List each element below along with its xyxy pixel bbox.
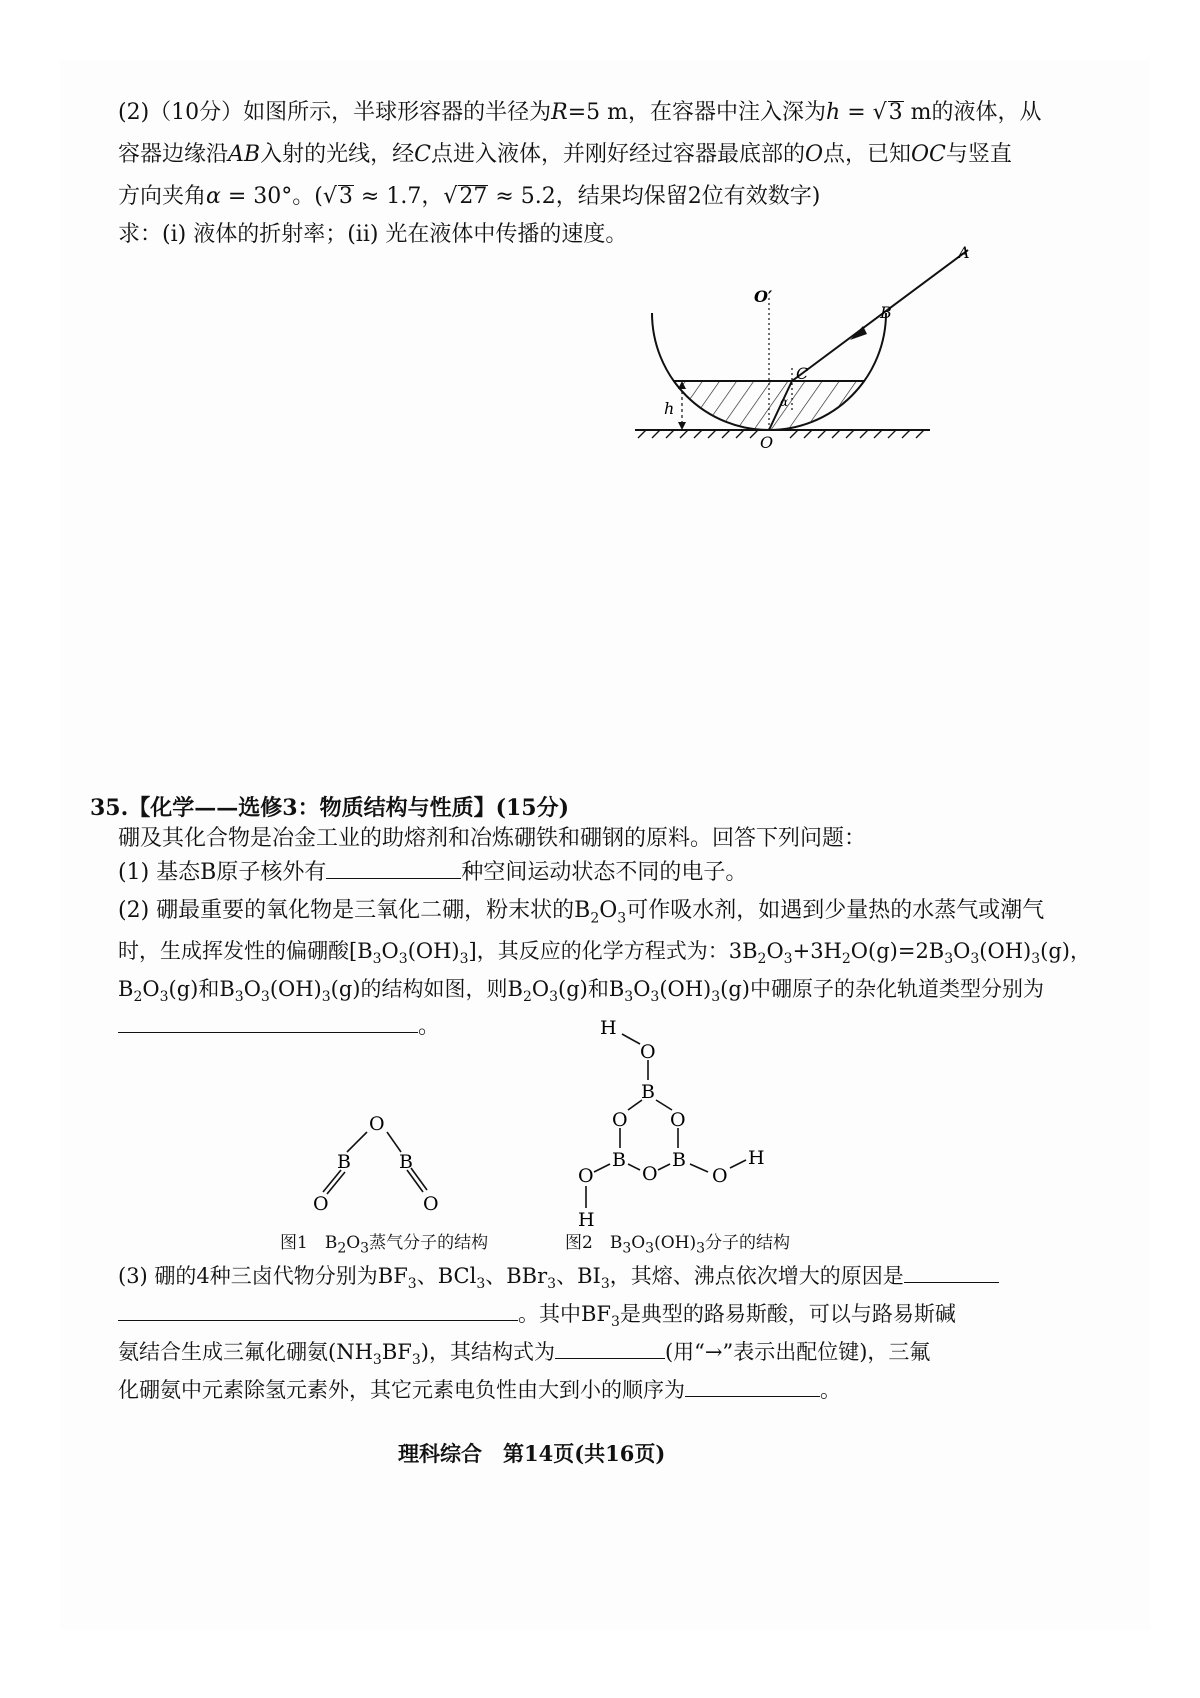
var-O: O bbox=[804, 142, 823, 167]
text: =5 m，在容器中注入深为 bbox=[567, 100, 827, 125]
text: = bbox=[840, 100, 873, 125]
text: (用“→”表示出配位键)，三氟 bbox=[664, 1340, 931, 1364]
text: (1) 基态B原子核外有 bbox=[118, 860, 327, 885]
atom-O: O bbox=[640, 1041, 656, 1063]
atom-O: O bbox=[612, 1109, 628, 1131]
atom-O: O bbox=[670, 1109, 686, 1131]
subscript: 2 bbox=[337, 1240, 347, 1257]
answer-blank-2[interactable] bbox=[118, 1010, 418, 1033]
physics-question bbox=[118, 220, 627, 250]
subscript: 3 bbox=[260, 989, 270, 1006]
subscript: 2 bbox=[757, 951, 767, 968]
subscript: 2 bbox=[522, 989, 532, 1006]
subscript: 3 bbox=[970, 951, 980, 968]
text: = 30°。( bbox=[220, 184, 323, 209]
text: 方向夹角 bbox=[118, 184, 207, 209]
subscript: 3 bbox=[696, 1240, 706, 1257]
var-h: h bbox=[826, 100, 841, 125]
subscript: 3 bbox=[407, 1276, 417, 1293]
text: 化硼氨中元素除氢元素外，其它元素电负性由大到小的顺序为 bbox=[118, 1378, 685, 1402]
text: 种空间运动状态不同的电子。 bbox=[461, 860, 748, 885]
subscript: 2 bbox=[841, 951, 851, 968]
atom-O: O bbox=[578, 1165, 594, 1187]
text: 时，生成挥发性的偏硼酸$[B_3O_3(OH)_3]$，其反应的化学方程式为：$3B_2O_3+3H_2O(g)=2B_3O_3(OH)_3(g)$， bbox=[118, 939, 1091, 968]
subscript: 3 bbox=[549, 989, 558, 1006]
exam-page bbox=[60, 60, 1150, 1630]
subscript: 3 bbox=[650, 989, 660, 1006]
text: 。 bbox=[418, 1014, 441, 1039]
subscript: 3 bbox=[600, 1276, 610, 1293]
text: 。其中$BF_3$是典型的路易斯酸，可以与路易斯碱 bbox=[518, 1302, 956, 1331]
hemisphere-figure bbox=[630, 240, 980, 510]
atom-B: B bbox=[337, 1151, 351, 1173]
atom-H: H bbox=[600, 1017, 617, 1039]
subscript: 3 bbox=[372, 1352, 382, 1369]
text: ≈ 1.7， bbox=[353, 184, 444, 209]
chem-q2-line-2 bbox=[118, 936, 1091, 966]
ground-hatch bbox=[638, 430, 924, 438]
atom-O: O bbox=[712, 1165, 728, 1187]
physics-line-2 bbox=[118, 140, 1012, 170]
subscript: 3 bbox=[159, 989, 169, 1006]
atom-O: O bbox=[313, 1193, 329, 1215]
text: 氨结合生成三氟化硼氨$(NH_3BF_3)$，其结构式为 bbox=[118, 1340, 555, 1369]
atom-O: O bbox=[369, 1113, 385, 1135]
radicand: 3 bbox=[888, 100, 903, 125]
radicand: 27 bbox=[459, 184, 488, 209]
subscript: 3 bbox=[944, 951, 954, 968]
chem-q3-line-4 bbox=[118, 1374, 841, 1405]
label-B: B bbox=[880, 303, 892, 322]
label-alpha: α bbox=[780, 395, 789, 409]
subscript: 3 bbox=[711, 989, 721, 1006]
fig2-caption: 图2 $B_3O_3(OH)_3$分子的结构 bbox=[565, 1233, 791, 1257]
label-C: C bbox=[796, 364, 809, 383]
text: 点进入液体，并刚好经过容器最底部的 bbox=[430, 142, 805, 167]
text: (3) 硼的4种三卤代物分别为$BF_3$、BCl$_3$、BBr$_3$、$BI_3$，其熔、沸点依次增大的原因是 bbox=[118, 1264, 904, 1293]
text: 可作吸水剂，如遇到少量热的水蒸气或潮气 bbox=[626, 898, 1045, 923]
chem-q3-line-1 bbox=[118, 1260, 999, 1291]
var-alpha: α bbox=[206, 184, 221, 209]
sub: 2 bbox=[590, 910, 600, 927]
chem-heading bbox=[90, 793, 569, 823]
fig1-caption: 图1 $B_2O_3$蒸气分子的结构 bbox=[280, 1233, 489, 1257]
physics-line-3: 方向夹角α = 30°。(√3 ≈ 1.7，√27 ≈ 5.2，结果均保留2位有效数字) bbox=[118, 184, 821, 209]
subscript: 3 bbox=[411, 1352, 421, 1369]
radicand: 3 bbox=[338, 184, 353, 209]
subscript: 3 bbox=[398, 951, 408, 968]
subscript: 3 bbox=[1031, 951, 1041, 968]
text: 入射的光线，经 bbox=[260, 142, 415, 167]
atom-H: H bbox=[748, 1147, 765, 1169]
text: $B_2O_3(g)$和$B_3O_3(OH)_3(g)$的结构如图，则$B_2O_3(g)$和$B_3O_3(OH)_3(g)$中硼原子的杂化轨道类型分别为 bbox=[118, 977, 1044, 1006]
text: 35.【化学——选修3：物质结构与性质】(15分) bbox=[90, 795, 570, 821]
atom-O: O bbox=[642, 1163, 658, 1185]
label-A: A bbox=[958, 243, 970, 262]
page-footer: 理科综合 第14页(共16页) bbox=[398, 1441, 666, 1466]
b3o3oh3-structure bbox=[560, 1010, 800, 1230]
subscript: 3 bbox=[372, 951, 382, 968]
text: (2) 硼最重要的氧化物是三氧化二硼，粉末状的B bbox=[118, 898, 591, 923]
chem-q2-line-1 bbox=[118, 896, 1044, 926]
subscript: 3 bbox=[360, 1240, 370, 1257]
atom-H: H bbox=[578, 1209, 595, 1230]
sub: 3 bbox=[617, 910, 627, 927]
chem-q2-line-3 bbox=[118, 974, 1044, 1004]
label-O: O bbox=[760, 433, 774, 452]
var-AB: AB bbox=[228, 142, 261, 167]
chem-q2-blank-line bbox=[118, 1010, 440, 1042]
text: m的液体，从 bbox=[903, 100, 1042, 125]
subscript: 3 bbox=[645, 1240, 655, 1257]
chem-intro bbox=[118, 824, 866, 854]
physics-line-1: (2)（10分）如图所示，半球形容器的半径为R=5 m，在容器中注入深为h = √3 m的液体，从 bbox=[118, 100, 1042, 125]
answer-blank-3b[interactable] bbox=[118, 1298, 518, 1321]
chem-q1 bbox=[118, 856, 747, 888]
subscript: 3 bbox=[321, 989, 331, 1006]
var-OC: OC bbox=[911, 142, 946, 167]
var-R: R bbox=[551, 100, 568, 125]
text: 与竖直 bbox=[945, 142, 1012, 167]
atom-B: B bbox=[641, 1081, 655, 1103]
chem-q3-line-3 bbox=[118, 1336, 930, 1367]
label-h: h bbox=[664, 399, 675, 418]
answer-blank-1[interactable] bbox=[326, 856, 461, 879]
atom-B: B bbox=[612, 1149, 626, 1171]
subscript: 3 bbox=[547, 1276, 557, 1293]
subscript: 2 bbox=[133, 989, 143, 1006]
text: 求：(i) 液体的折射率；(ii) 光在液体中传播的速度。 bbox=[118, 222, 628, 247]
answer-blank-3c[interactable] bbox=[555, 1336, 665, 1359]
subscript: 3 bbox=[624, 989, 634, 1006]
subscript: 3 bbox=[234, 989, 244, 1006]
atom-B: B bbox=[399, 1151, 413, 1173]
atom-O: O bbox=[423, 1193, 439, 1215]
answer-blank-3d[interactable] bbox=[685, 1374, 820, 1397]
subscript: 3 bbox=[622, 1240, 632, 1257]
subscript: 3 bbox=[783, 951, 793, 968]
text: ≈ 5.2，结果均保留2位有效数字) bbox=[488, 184, 821, 209]
subscript: 3 bbox=[476, 1276, 486, 1293]
atom-B: B bbox=[672, 1149, 686, 1171]
text: O bbox=[599, 898, 618, 923]
subscript: 3 bbox=[611, 1314, 620, 1331]
b2o3-structure bbox=[295, 1100, 465, 1220]
text: 硼及其化合物是冶金工业的助熔剂和冶炼硼铁和硼钢的原料。回答下列问题： bbox=[118, 826, 867, 851]
label-O-prime: O′ bbox=[754, 287, 773, 306]
text: 容器边缘沿 bbox=[118, 142, 229, 167]
text: 点，已知 bbox=[823, 142, 912, 167]
chem-q3-line-2 bbox=[118, 1298, 956, 1329]
subscript: 3 bbox=[459, 951, 469, 968]
text: 。 bbox=[820, 1378, 841, 1402]
answer-blank-3a[interactable] bbox=[904, 1260, 999, 1283]
var-C: C bbox=[414, 142, 431, 167]
text: (2)（10分）如图所示，半球形容器的半径为 bbox=[118, 100, 552, 125]
